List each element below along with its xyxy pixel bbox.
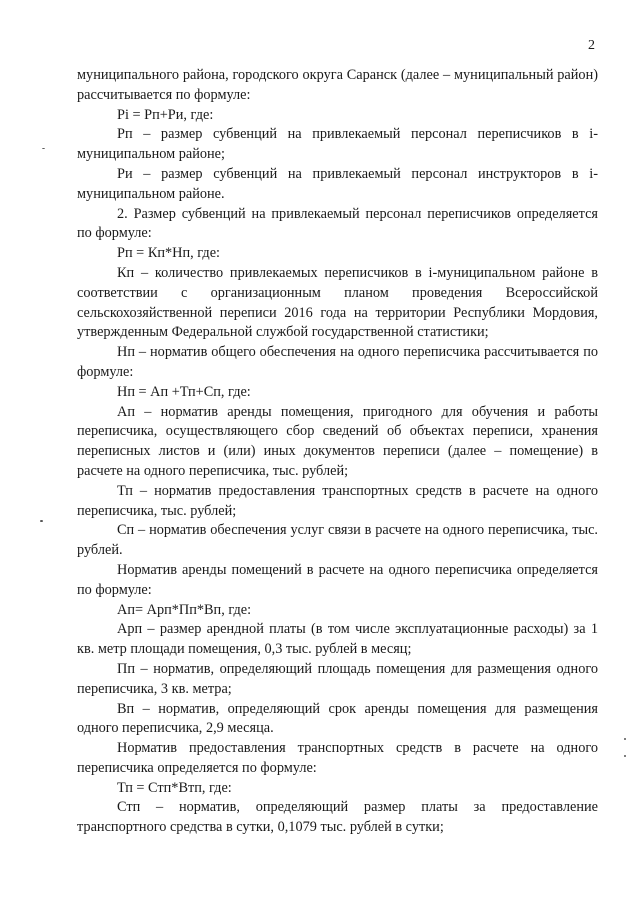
formula-tp: Тп = Стп*Втп, где: (117, 779, 232, 796)
formula-ap: Ап= Арп*Пп*Вп, где: (117, 601, 252, 618)
scan-speck (624, 755, 626, 757)
definition-sp: Сп – норматив обеспечения услуг связи в расчете на одного переписчика, тыс. рублей. (77, 522, 598, 559)
definition-kp: Кп – количество привлекаемых переписчиков в i-муниципальном районе в соответствии с организационным планом проведения Всероссийской сельскохозяйственной переписи 2016 года на территории Республики Мордовия, утвержденным Федеральной службой государственной статистики; (77, 264, 598, 341)
document-body (77, 66, 598, 838)
definition-stp: Стп – норматив, определяющий размер платы за предоставление транспортного средства в сутки, 0,1079 тыс. рублей в сутки; (77, 799, 598, 836)
definition-np: Нп – норматив общего обеспечения на одного переписчика рассчитывается по формуле: (77, 344, 598, 380)
scan-speck (40, 520, 43, 522)
definition-ri: Ри – размер субвенций на привлекаемый персонал инструкторов в i- муниципальном районе. (77, 165, 598, 202)
scan-speck (624, 738, 626, 740)
definition-rp: Рп – размер субвенций на привлекаемый персонал переписчиков в i- муниципальном районе; (77, 126, 598, 163)
definition-pp: Пп – норматив, определяющий площадь помещения для размещения одного переписчика, 3 кв. метра; (77, 660, 598, 697)
formula-rp: Рп = Кп*Нп, где: (117, 245, 221, 262)
formula-np: Нп = Ап +Тп+Сп, где: (117, 383, 251, 400)
page-number: 2 (588, 38, 595, 53)
definition-vp: Вп – норматив, определяющий срок аренды помещения для размещения одного переписчика, 2,9 месяца. (77, 700, 598, 737)
formula-ri: Рi = Рп+Ри, где: (117, 106, 214, 123)
definition-ap: Ап – норматив аренды помещения, пригодного для обучения и работы переписчика, осуществляющего сбор сведений об объектах переписи, хранения переписных листов и (или) иных документов переписи (далее – помещение) в расчете на одного переписчика, тыс. рублей; (77, 403, 598, 479)
paragraph-transport-norm: Норматив предоставления транспортных средств в расчете на одного переписчика определяется по формуле: (77, 740, 598, 776)
scan-speck (42, 148, 45, 149)
definition-tp: Тп – норматив предоставления транспортных средств в расчете на одного переписчика, тыс. рублей; (77, 482, 598, 519)
paragraph-rent-norm: Норматив аренды помещений в расчете на одного переписчика определяется по формуле: (77, 561, 598, 598)
definition-arp: Арп – размер арендной платы (в том числе эксплуатационные расходы) за 1 кв. метр площади помещения, 0,3 тыс. рублей в месяц; (77, 621, 598, 658)
section-2-heading: 2. Размер субвенций на привлекаемый персонал переписчиков определяется по формуле: (77, 205, 598, 242)
paragraph-municipal-district-intro: муниципального района, городского округа Саранск (далее – муниципальный район) рассчитывается по формуле: (77, 67, 598, 103)
